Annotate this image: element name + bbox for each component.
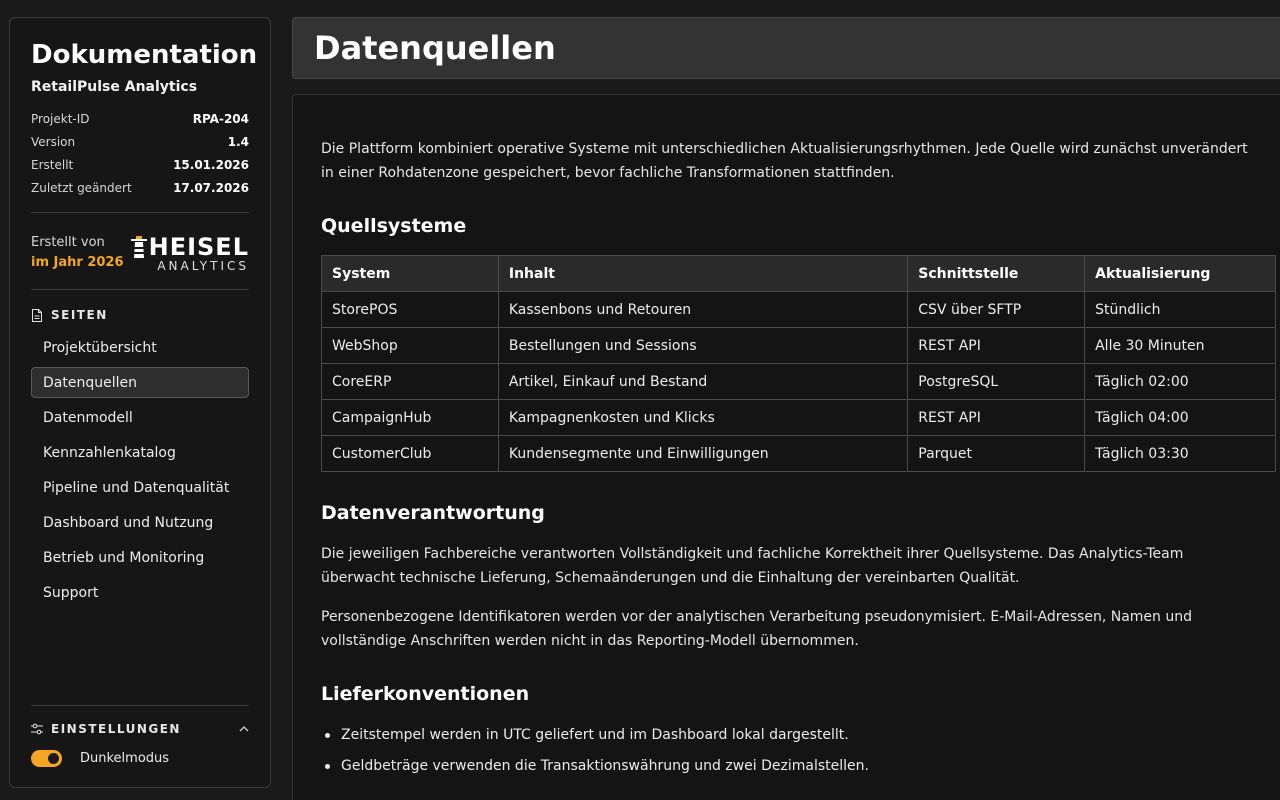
main-content	[292, 94, 1280, 800]
dark-mode-label: Dunkelmodus	[80, 751, 170, 766]
dark-mode-toggle[interactable]	[31, 750, 62, 767]
dark-mode-row	[31, 750, 249, 767]
table-cell: PostgreSQL	[908, 364, 1085, 400]
table-header-row	[322, 256, 1276, 292]
document-icon	[31, 309, 43, 322]
table-cell: Täglich 02:00	[1085, 364, 1276, 400]
paragraph: Die jeweiligen Fachbereiche verantworten Vollständigkeit und fachliche Korrektheit ihrer Quellsysteme. Das Analytics-Team überwacht technische Lieferung, Schemaänderungen und die Einhaltung der vereinbarten Qualität.	[321, 546, 1184, 586]
table-cell: CSV über SFTP	[908, 292, 1085, 328]
page-header	[292, 17, 1280, 79]
meta-row	[31, 131, 249, 154]
sliders-icon	[31, 723, 43, 735]
meta-row	[31, 108, 249, 131]
divider	[31, 289, 249, 290]
table-cell: CustomerClub	[322, 436, 499, 472]
pages-heading	[31, 308, 249, 322]
nav-item-betrieb[interactable]: Betrieb und Monitoring	[43, 550, 205, 566]
column-header: Schnittstelle	[908, 256, 1085, 292]
section-title-lieferkonventionen: Lieferkonventionen	[321, 683, 530, 705]
meta-key: Projekt-ID	[31, 112, 90, 126]
divider	[31, 212, 249, 213]
nav-item-kennzahlenkatalog[interactable]: Kennzahlenkatalog	[43, 445, 176, 461]
column-header: Aktualisierung	[1085, 256, 1276, 292]
meta-value: RPA-204	[192, 112, 249, 126]
table-cell: Kundensegmente und Einwilligungen	[498, 436, 907, 472]
lighthouse-icon	[131, 236, 147, 258]
sources-table	[321, 255, 1276, 472]
table-cell: Alle 30 Minuten	[1085, 328, 1276, 364]
table-cell: REST API	[908, 400, 1085, 436]
nav-item-pipeline[interactable]: Pipeline und Datenqualität	[43, 480, 230, 496]
table-cell: Täglich 03:30	[1085, 436, 1276, 472]
nav-item-datenquellen[interactable]: Datenquellen	[31, 367, 249, 398]
nav-item-support[interactable]: Support	[43, 585, 99, 601]
logo-subtitle: ANALYTICS	[157, 258, 249, 273]
paragraph: Personenbezogene Identifikatoren werden vor der analytischen Verarbeitung pseudonymisiert. E-Mail-Adressen, Namen und vollständige Anschriften werden nicht in das Reporting-Modell übernommen.	[321, 609, 1193, 649]
intro-paragraph: Die Plattform kombiniert operative Systeme mit unterschiedlichen Aktualisierungsrhythmen. Jede Quelle wird zunächst unverändert in einer Rohdatenzone gespeichert, bevor fachliche Transformationen stattfinden.	[321, 141, 1248, 181]
chevron-up-icon[interactable]	[239, 726, 249, 732]
page-title: Datenquellen	[314, 29, 556, 67]
table-cell: Täglich 04:00	[1085, 400, 1276, 436]
meta-key: Zuletzt geändert	[31, 181, 132, 195]
meta-key: Erstellt	[31, 158, 74, 172]
company-logo	[131, 232, 249, 273]
nav-item-dashboard[interactable]: Dashboard und Nutzung	[43, 515, 214, 531]
table-cell: Stündlich	[1085, 292, 1276, 328]
section-title-datenverantwortung: Datenverantwortung	[321, 502, 545, 524]
settings-panel	[31, 705, 249, 767]
table-cell: CoreERP	[322, 364, 499, 400]
table-cell: StorePOS	[322, 292, 499, 328]
meta-value: 15.01.2026	[173, 158, 249, 172]
table-cell: Bestellungen und Sessions	[498, 328, 907, 364]
sidebar-title: Dokumentation	[31, 40, 258, 70]
list-item: Geldbeträge verwenden die Transaktionswährung und zwei Dezimalstellen.	[321, 754, 1280, 778]
divider	[31, 705, 249, 706]
nav-item-datenmodell[interactable]: Datenmodell	[43, 410, 133, 426]
meta-value: 1.4	[227, 135, 249, 149]
section-title-quellsysteme: Quellsysteme	[321, 215, 467, 237]
meta-key: Version	[31, 135, 76, 149]
logo-name: HEISEL	[148, 232, 249, 261]
author-label: Erstellt von	[31, 235, 105, 250]
table-cell: WebShop	[322, 328, 499, 364]
pages-heading-label: SEITEN	[51, 308, 108, 322]
table-row	[322, 292, 1276, 328]
sidebar	[9, 17, 271, 788]
table-row	[322, 400, 1276, 436]
table-cell: REST API	[908, 328, 1085, 364]
nav-item-projektuebersicht[interactable]: Projektübersicht	[43, 340, 157, 356]
table-cell: Kampagnenkosten und Klicks	[498, 400, 907, 436]
table-row	[322, 328, 1276, 364]
conventions-list	[321, 723, 1280, 778]
column-header: Inhalt	[498, 256, 907, 292]
table-row	[322, 364, 1276, 400]
author-text	[31, 233, 124, 273]
settings-header[interactable]	[31, 722, 249, 736]
project-meta	[31, 108, 249, 200]
list-item: Zeitstempel werden in UTC geliefert und im Dashboard lokal dargestellt.	[321, 723, 1280, 747]
settings-heading: EINSTELLUNGEN	[51, 722, 181, 736]
author-year: im Jahr 2026	[31, 255, 124, 270]
meta-row	[31, 177, 249, 200]
meta-value: 17.07.2026	[173, 181, 249, 195]
meta-row	[31, 154, 249, 177]
table-row	[322, 436, 1276, 472]
table-cell: Artikel, Einkauf und Bestand	[498, 364, 907, 400]
project-name: RetailPulse Analytics	[31, 79, 198, 95]
table-cell: Kassenbons und Retouren	[498, 292, 907, 328]
author-block	[31, 225, 249, 277]
table-cell: CampaignHub	[322, 400, 499, 436]
page-nav	[31, 332, 249, 608]
table-cell: Parquet	[908, 436, 1085, 472]
column-header: System	[322, 256, 499, 292]
